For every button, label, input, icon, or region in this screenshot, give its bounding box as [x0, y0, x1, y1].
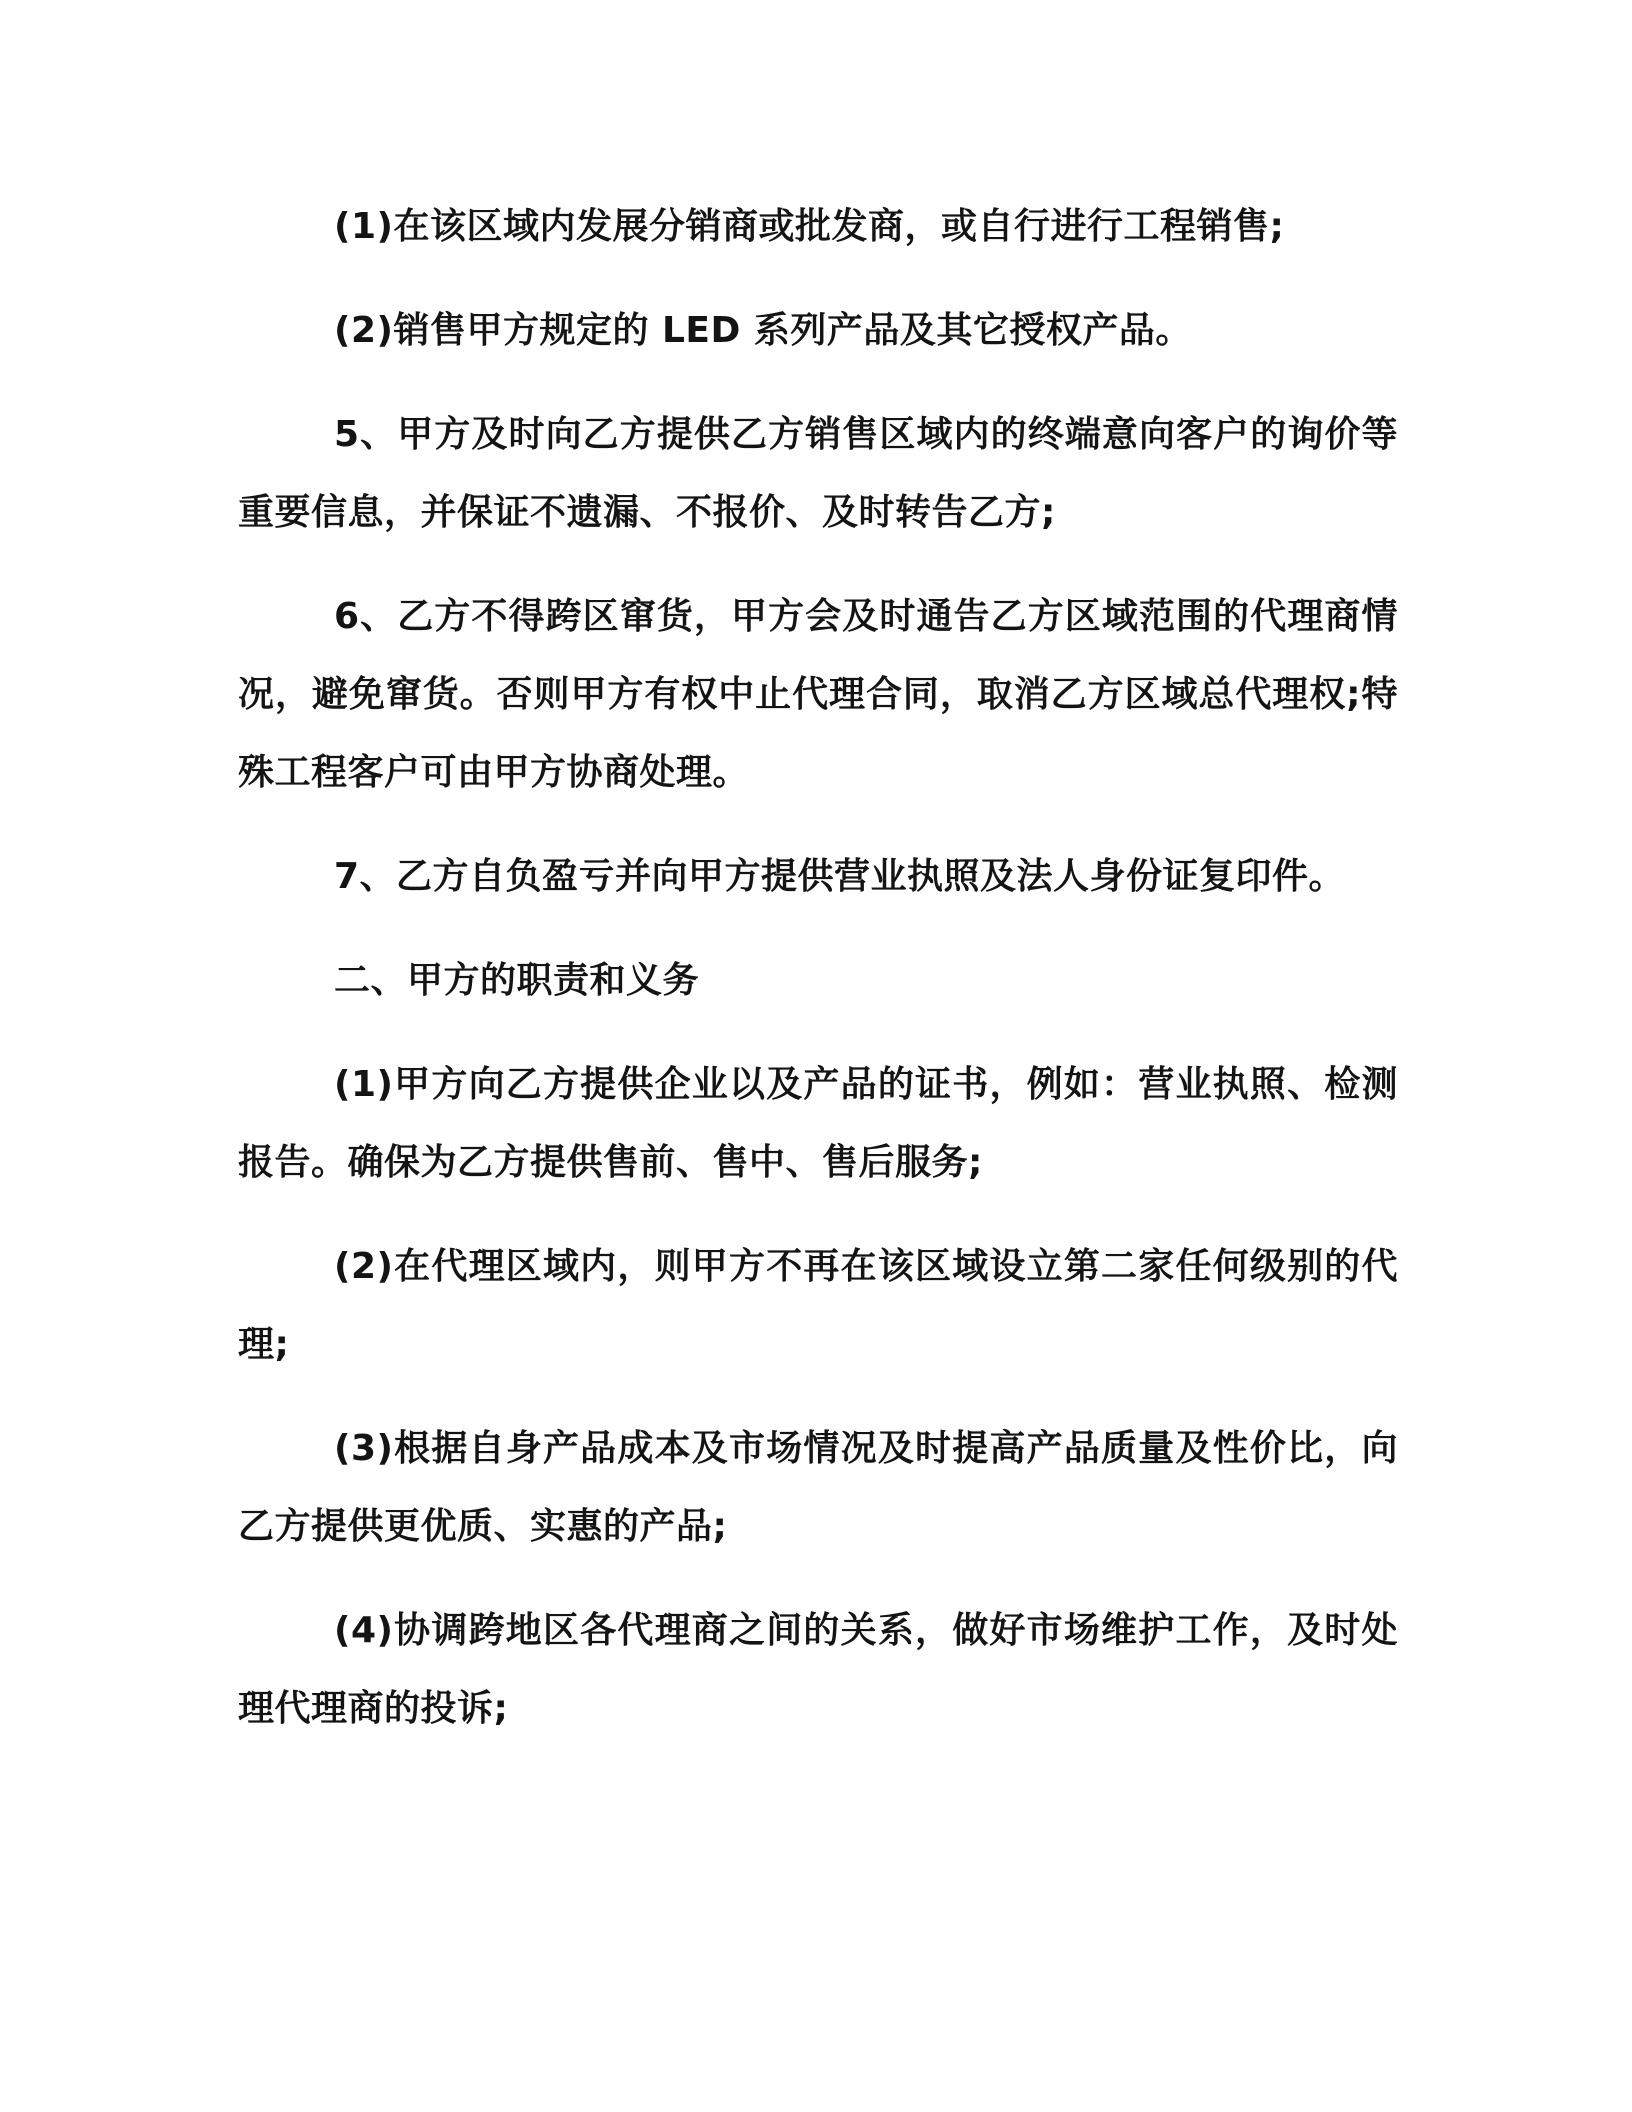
duty-item-4: (4)协调跨地区各代理商之间的关系，做好市场维护工作，及时处理代理商的投诉;: [238, 1610, 1398, 1729]
clause-7: 7、乙方自负盈亏并向甲方提供营业执照及法人身份证复印件。: [334, 856, 1346, 897]
clause-1-item-1: (1)在该区域内发展分销商或批发商，或自行进行工程销售;: [334, 206, 1285, 247]
duty-item-2: (2)在代理区域内，则甲方不再在该区域设立第二家任何级别的代理;: [238, 1246, 1398, 1365]
clause-1-item-2: (2)销售甲方规定的 LED 系列产品及其它授权产品。: [334, 310, 1192, 351]
duty-item-1: (1)甲方向乙方提供企业以及产品的证书，例如：营业执照、检测报告。确保为乙方提供售前、售中、售后服务;: [238, 1064, 1398, 1183]
clause-5: 5、甲方及时向乙方提供乙方销售区域内的终端意向客户的询价等重要信息，并保证不遗漏、不报价、及时转告乙方;: [238, 414, 1398, 533]
duty-item-3: (3)根据自身产品成本及市场情况及时提高产品质量及性价比，向乙方提供更优质、实惠的产品;: [238, 1428, 1398, 1547]
section-heading-party-a-duties: 二、甲方的职责和义务: [334, 960, 700, 1001]
clause-6: 6、乙方不得跨区窜货，甲方会及时通告乙方区域范围的代理商情况，避免窜货。否则甲方有权中止代理合同，取消乙方区域总代理权;特殊工程客户可由甲方协商处理。: [238, 596, 1398, 793]
document-body: [238, 188, 1398, 1774]
